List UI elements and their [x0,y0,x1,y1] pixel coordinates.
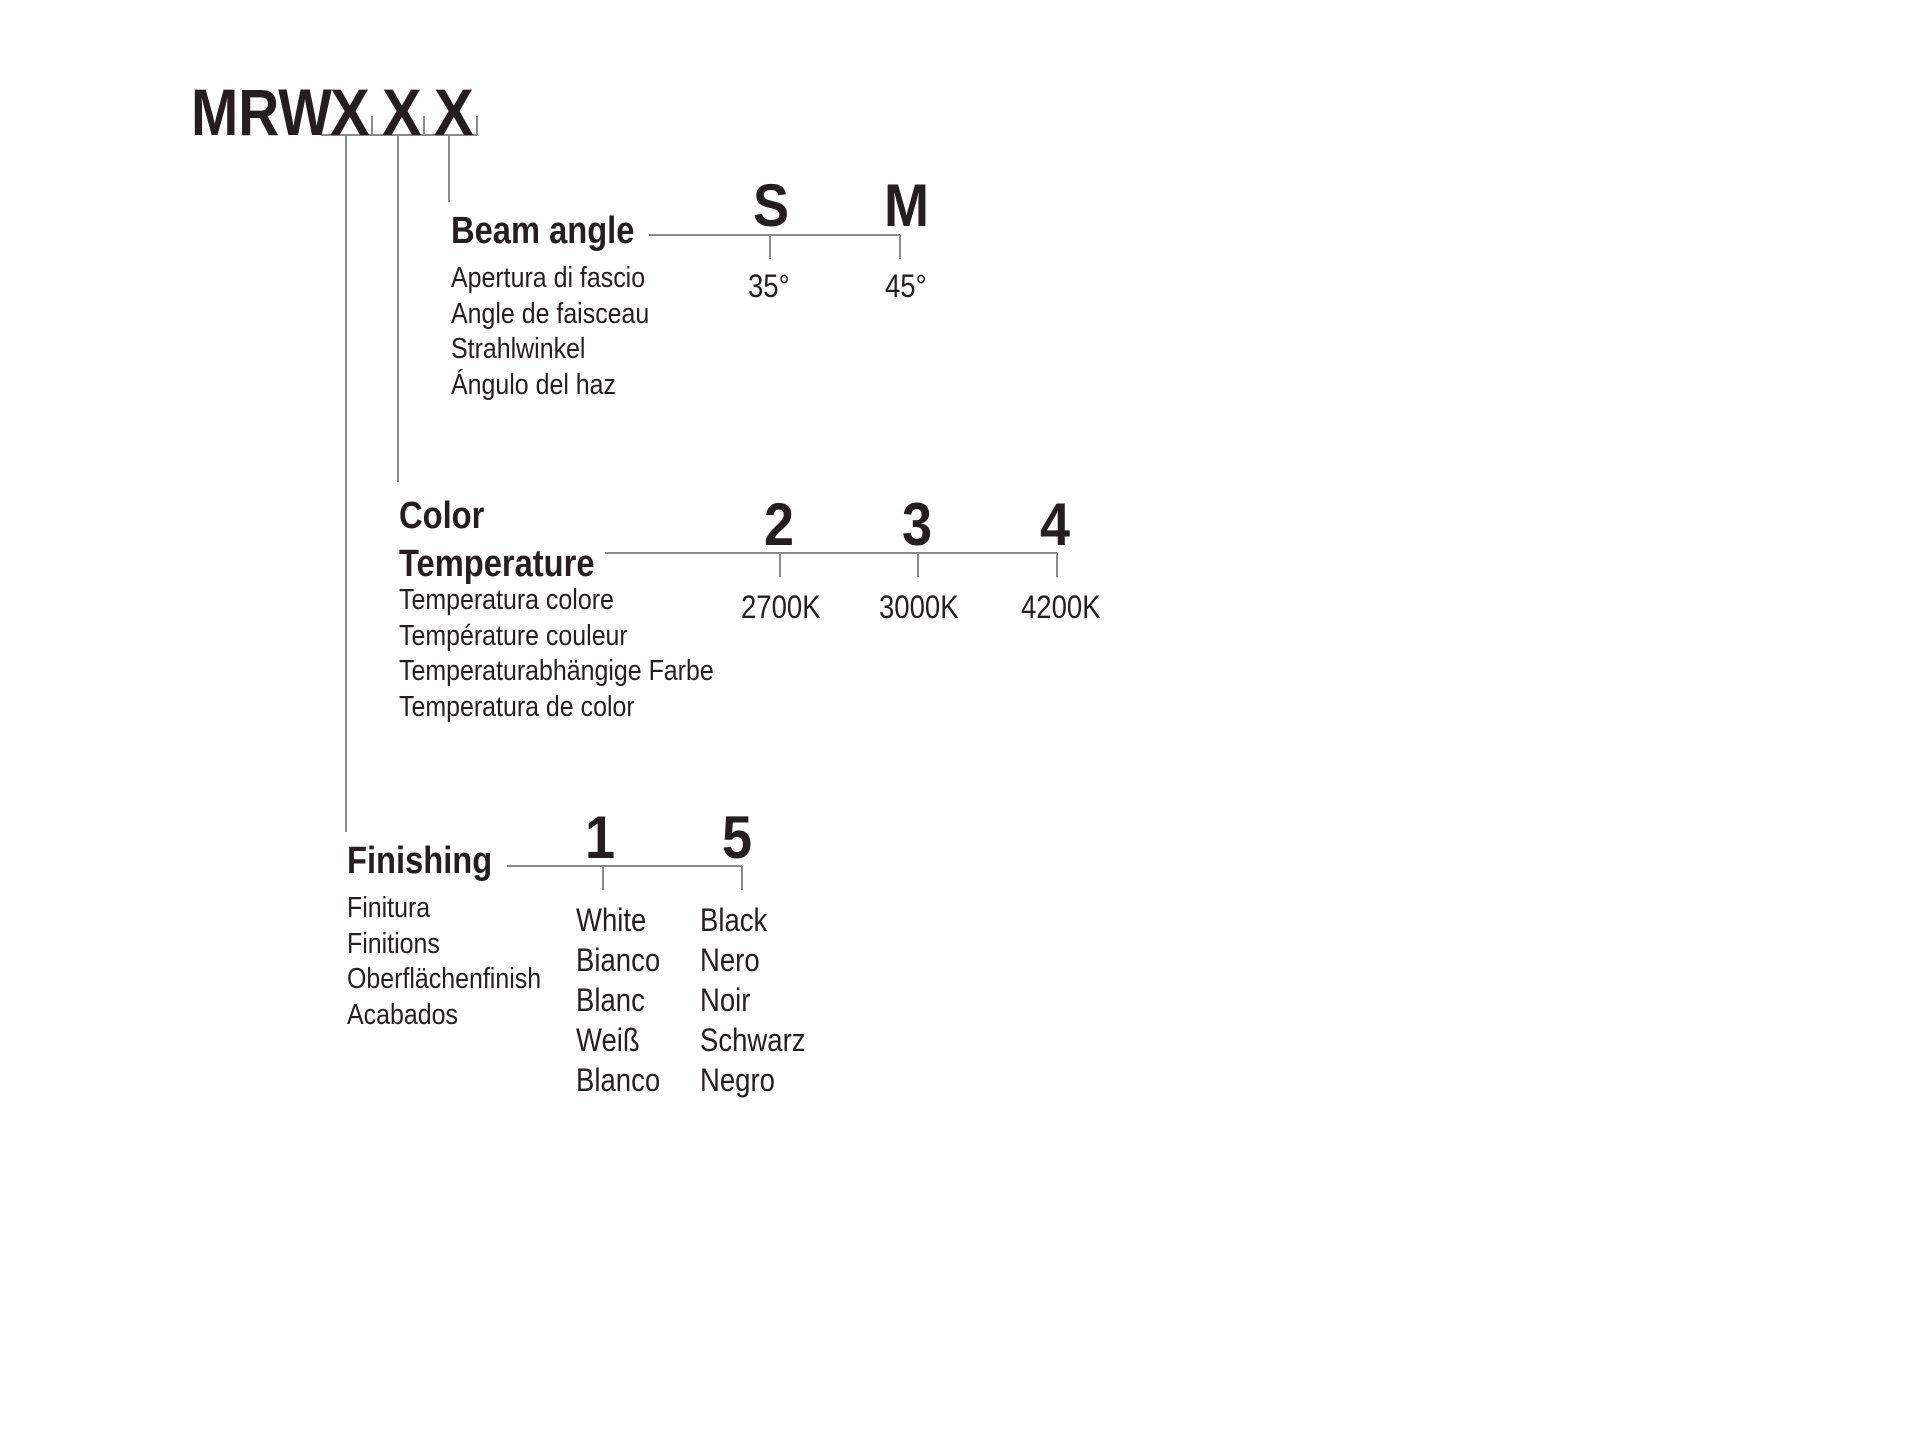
finishing-option-names [576,900,660,1100]
finishing-name: Noir [700,982,751,1018]
finishing-translation-it: Finitura [347,892,431,924]
finishing-option-code: 5 [722,804,753,871]
beam-angle-heading: Beam angle [451,210,635,252]
color-temperature-option-value: 4200K [1021,589,1101,625]
beam-angle-translation-es: Ángulo del haz [451,368,617,401]
beam-angle-translation-it: Apertura di fascio [451,262,646,294]
finishing-translation-es: Acabados [347,998,458,1031]
finishing-name: Bianco [576,942,661,978]
finishing-name: Black [700,902,768,938]
color-temperature-option-code: 2 [764,491,795,558]
finishing-name: Blanco [576,1062,661,1098]
code-slot-beam-angle: X [434,75,474,149]
beam-angle-translation-fr: Angle de faisceau [451,297,650,330]
color-temperature-option-code: 3 [902,491,933,558]
color-temperature-option-value: 2700K [741,589,821,625]
finishing-option-code: 1 [585,804,616,871]
beam-angle-translations [451,261,649,403]
beam-angle-option-value: 35° [748,268,790,304]
finishing-name: White [576,902,647,938]
finishing-name: Negro [700,1062,775,1098]
finishing-name: Nero [700,942,760,978]
beam-angle-option-value: 45° [885,268,927,304]
code-slot-color-temperature: X [382,75,422,149]
color-temperature-translation-fr: Température couleur [399,619,628,652]
beam-angle-option-code: S [753,172,790,239]
code-slot-finishing: X [330,75,370,149]
finishing-name: Blanc [576,982,645,1018]
color-temperature-translations [399,583,714,725]
finishing-translations [347,891,541,1033]
color-temperature-option-value: 3000K [879,589,959,625]
finishing-heading: Finishing [347,840,493,882]
finishing-name: Schwarz [700,1022,806,1058]
finishing-name: Weiß [576,1022,640,1058]
finishing-translation-fr: Finitions [347,927,440,960]
finishing-translation-de: Oberflächenfinish [347,963,542,996]
color-temperature-translation-de: Temperaturabhängige Farbe [399,655,714,688]
color-temperature-translation-it: Temperatura colore [399,584,614,616]
code-prefix: MRW [191,75,332,149]
color-temperature-heading-line: Temperature [399,543,595,585]
beam-angle-option-code: M [884,172,929,239]
color-temperature-option-code: 4 [1040,491,1071,558]
color-temperature-heading [399,492,595,588]
color-temperature-heading-line: Color [399,495,485,537]
color-temperature-translation-es: Temperatura de color [399,690,635,723]
beam-angle-translation-de: Strahlwinkel [451,333,586,366]
finishing-option-names [700,900,806,1100]
